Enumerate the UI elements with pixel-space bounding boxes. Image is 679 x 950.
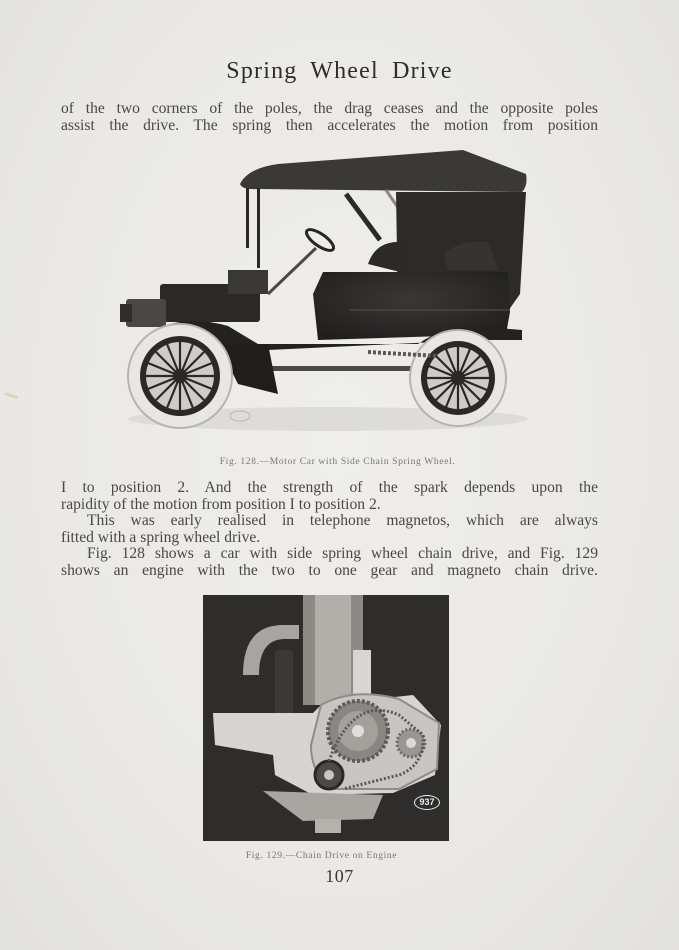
- running-title: Spring Wheel Drive: [226, 58, 453, 84]
- figure-129-caption: Fig. 129.—Chain Drive on Engine: [245, 850, 398, 861]
- figure-129-engine-image: [203, 595, 449, 841]
- figure-128-car-image: [118, 144, 534, 440]
- figure-128-caption: Fig. 128.—Motor Car with Side Chain Spring Wheel.: [219, 456, 456, 467]
- canopy-post: [246, 188, 249, 248]
- text-line: fitted with a spring wheel drive.: [61, 528, 261, 546]
- margin-mark: [4, 392, 18, 399]
- text-line: of the two corners of the poles, the drag ceases and the opposite poles: [61, 100, 598, 117]
- front-seat: [368, 242, 408, 274]
- page-number: 107: [325, 866, 354, 886]
- canopy-strut: [346, 194, 380, 240]
- rear-wheel: [410, 330, 506, 426]
- steering-wheel: [303, 226, 336, 254]
- paragraph-middle: [61, 480, 598, 579]
- text-line: This was early realised in telephone magnetos, which are always: [87, 512, 598, 529]
- text-line: Fig. 128 shows a car with side spring wheel chain drive, and Fig. 129: [87, 545, 598, 562]
- front-wheel: [128, 324, 232, 428]
- text-line: I to position 2. And the strength of the spark depends upon the: [61, 479, 598, 496]
- canopy-top: [240, 150, 527, 192]
- paragraph-top: [61, 101, 598, 134]
- text-line: assist the drive. The spring then accelerates the motion from position: [61, 116, 598, 134]
- text-line: shows an engine with the two to one gear and magneto chain drive.: [61, 561, 598, 579]
- text-line: rapidity of the motion from position I to position 2.: [61, 495, 381, 513]
- engine-illustration: [203, 595, 449, 841]
- figure-stamp: 937: [414, 795, 440, 810]
